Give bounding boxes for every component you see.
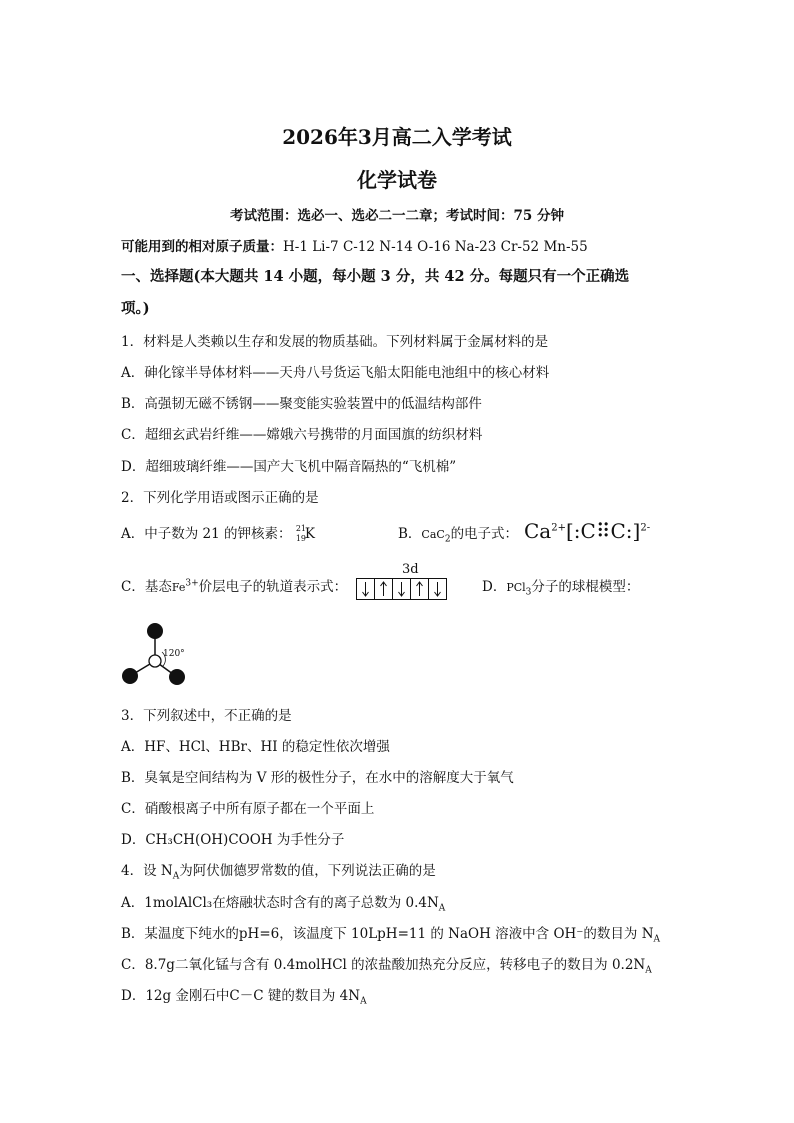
orbital-box xyxy=(357,579,374,599)
angle-label: 120° xyxy=(163,649,185,659)
orbital-diagram xyxy=(356,578,447,600)
question-4-option-b: B．某温度下纯水的pH=6，该温度下 10LpH=11 的 NaOH 溶液中含 OH⁻的数目为 $N_A$ xyxy=(121,926,661,945)
question-2-option-b: B．CaC$_2$的电子式： xyxy=(398,526,519,545)
question-2-option-a: A．中子数为 21 的钾核素： 21 19 K xyxy=(121,525,318,543)
question-3-option-b: B．臭氧是空间结构为 V 形的极性分子，在水中的溶解度大于氧气 xyxy=(121,770,514,786)
ball-stick-model xyxy=(114,618,204,693)
outer-atom xyxy=(122,668,138,684)
question-2-stem: 2．下列化学用语或图示正确的是 xyxy=(121,490,319,506)
atomic-mass-label: 可能用到的相对原子质量： xyxy=(121,239,283,255)
outer-atom xyxy=(169,669,185,685)
paper-subtitle: 化学试卷 xyxy=(357,168,437,192)
atomic-mass-line xyxy=(121,238,588,256)
orbital-label: 3d xyxy=(402,562,419,577)
exam-scope: 考试范围：选必一、选必二一二章；考试时间：75 分钟 xyxy=(230,208,564,224)
central-atom xyxy=(149,655,161,667)
orbital-box xyxy=(374,579,392,599)
outer-atom xyxy=(147,623,163,639)
orbital-box xyxy=(428,579,446,599)
down-arrow-icon xyxy=(361,581,370,597)
section-heading-line1: 一、选择题(本大题共 14 小题，每小题 3 分，共 42 分。每题只有一个正确选 xyxy=(121,268,630,285)
question-1-option-a: A．砷化镓半导体材料——天舟八号货运飞船太阳能电池组中的核心材料 xyxy=(121,365,550,381)
up-arrow-icon xyxy=(415,581,424,597)
question-3-option-c: C．硝酸根离子中所有原子都在一个平面上 xyxy=(121,801,375,817)
electron-formula: $Ca^{2+}[:C⠿C:]^{2-}$ xyxy=(524,519,651,543)
section-heading-line2: 项。) xyxy=(121,300,150,317)
question-3-stem: 3．下列叙述中，不正确的是 xyxy=(121,708,292,724)
down-arrow-icon xyxy=(433,581,442,597)
down-arrow-icon xyxy=(397,581,406,597)
exam-title: 2026年3月高二入学考试 xyxy=(282,125,512,149)
up-arrow-icon xyxy=(379,581,388,597)
orbital-box xyxy=(392,579,410,599)
question-3-option-d: D．CH₃CH(OH)COOH 为手性分子 xyxy=(121,832,345,848)
atomic-mass-values: H-1 Li-7 C-12 N-14 O-16 Na-23 Cr-52 Mn-55 xyxy=(283,239,588,255)
orbital-box xyxy=(410,579,428,599)
nuclide-symbol: 21 19 K xyxy=(295,524,315,543)
question-4-option-c: C．8.7g二氧化锰与含有 0.4molHCl 的浓盐酸加热充分反应，转移电子的数目为 $0.2N_A$ xyxy=(121,957,652,976)
question-2-option-d: D．PCl$_3$分子的球棍模型： xyxy=(482,579,640,598)
question-4-stem: 4．设 $N_A$为阿伏伽德罗常数的值，下列说法正确的是 xyxy=(121,863,436,882)
question-1-option-b: B．高强韧无磁不锈钢——聚变能实验装置中的低温结构部件 xyxy=(121,396,482,412)
question-1-option-c: C．超细玄武岩纤维——嫦娥六号携带的月面国旗的纺织材料 xyxy=(121,427,483,443)
question-1-option-d: D．超细玻璃纤维——国产大飞机中隔音隔热的“飞机棉” xyxy=(121,459,457,475)
question-2-option-c: C．基态$Fe^{3+}$价层电子的轨道表示式： xyxy=(121,578,348,595)
question-4-option-a: A．1molAlCl₃在熔融状态时含有的离子总数为 $0.4N_A$ xyxy=(121,895,446,914)
question-1-stem: 1．材料是人类赖以生存和发展的物质基础。下列材料属于金属材料的是 xyxy=(121,334,549,350)
question-3-option-a: A．HF、HCl、HBr、HI 的稳定性依次增强 xyxy=(121,739,390,755)
question-4-option-d: D．12g 金刚石中C－C 键的数目为 $4N_A$ xyxy=(121,988,367,1007)
